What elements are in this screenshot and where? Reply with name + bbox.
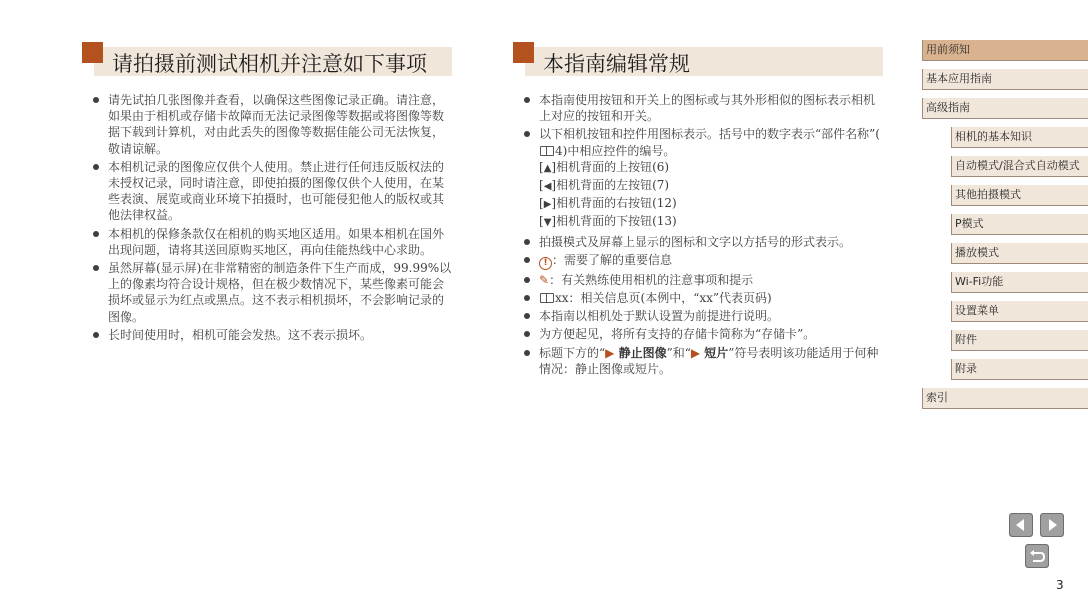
nav-item-index[interactable]: 索引 (922, 388, 1088, 409)
nav-item-auto-mode[interactable]: 自动模式/混合式自动模式 (951, 156, 1088, 177)
list-item: 虽然屏幕(显示屏)在非常精密的制造条件下生产而成，99.99%以上的像素均符合设计规格，但在极少数情况下，某些像素可能会损坏或显示为红点或黑点。这不表示相机损坏，不会影响记录的图像。 (82, 260, 452, 325)
nav-item-wifi[interactable]: Wi-Fi功能 (951, 272, 1088, 293)
nav-item-appendix[interactable]: 附录 (951, 359, 1088, 380)
nav-item-playback[interactable]: 播放模式 (951, 243, 1088, 264)
list-item: 标题下方的“▶ 静止图像”和“▶ 短片”符号表明该功能适用于何种情况：静止图像或短片。 (513, 345, 883, 377)
nav-item-accessories[interactable]: 附件 (951, 330, 1088, 351)
precautions-list (82, 92, 452, 343)
nav-item-basic-guide[interactable]: 基本应用指南 (922, 69, 1088, 90)
pencil-icon: ✎ (539, 272, 550, 287)
right-button-icon: ▶ (543, 199, 552, 211)
list-item: xx：相关信息页(本例中，“xx”代表页码) (513, 290, 883, 306)
nav-item-other-modes[interactable]: 其他拍摄模式 (951, 185, 1088, 206)
nav-item-advanced-guide[interactable]: 高级指南 (922, 98, 1088, 119)
section-heading-conventions (513, 42, 883, 76)
important-icon: ! (539, 257, 552, 270)
section-title: 本指南编辑常规 (543, 52, 690, 76)
section-title: 请拍摄前测试相机并注意如下事项 (112, 52, 427, 76)
conventions-list (513, 92, 883, 377)
button-line: [◀]相机背面的左按钮(7) (539, 178, 670, 193)
return-icon (1025, 544, 1049, 568)
nav-item-before-use[interactable]: 用前须知 (922, 40, 1088, 61)
list-item: 本指南使用按钮和开关上的图标或与其外形相似的图标表示相机上对应的按钮和开关。 (513, 92, 883, 124)
heading-marker (513, 42, 534, 63)
movie-badge: ▶ 短片 (690, 345, 729, 360)
book-icon (540, 146, 554, 156)
next-page-button[interactable] (1040, 513, 1064, 537)
book-icon (540, 293, 554, 303)
list-item: ! ：需要了解的重要信息 (513, 252, 883, 270)
up-button-icon: ▲ (543, 162, 552, 174)
middle-column (513, 42, 883, 379)
nav-item-p-mode[interactable]: P模式 (951, 214, 1088, 235)
button-line: [▶]相机背面的右按钮(12) (539, 196, 677, 211)
return-button[interactable] (1025, 544, 1049, 568)
button-line: [▲]相机背面的上按钮(6) (539, 159, 670, 174)
left-column (82, 42, 452, 345)
nav-item-setup-menu[interactable]: 设置菜单 (951, 301, 1088, 322)
still-image-badge: ▶ 静止图像 (605, 345, 667, 360)
list-item: 为方便起见，将所有支持的存储卡简称为“存储卡”。 (513, 326, 883, 342)
nav-item-camera-basics[interactable]: 相机的基本知识 (951, 127, 1088, 148)
down-button-icon: ▼ (543, 217, 552, 229)
button-line: [▼]相机背面的下按钮(13) (539, 214, 677, 229)
list-item: 长时间使用时，相机可能会发热。这不表示损坏。 (82, 327, 452, 343)
heading-marker (82, 42, 103, 63)
right-arrow-icon (1040, 513, 1064, 537)
play-triangle-icon: ▶ (605, 345, 615, 360)
list-item: 拍摄模式及屏幕上显示的图标和文字以方括号的形式表示。 (513, 234, 883, 250)
left-button-icon: ◀ (543, 181, 552, 193)
list-item: 本相机记录的图像应仅供个人使用。禁止进行任何违反版权法的未授权记录，同时请注意，即使拍摄的图像仅供个人使用，在某些表演、展览或商业环境下拍摄时，也可能侵犯他人的版权或其他法律权益。 (82, 159, 452, 224)
list-item: 本相机的保修条款仅在相机的购买地区适用。如果本相机在国外出现问题，请将其送回原购买地区，再向佳能热线中心求助。 (82, 226, 452, 258)
page-number: 3 (1056, 578, 1064, 592)
section-heading-precautions (82, 42, 452, 76)
list-item: 以下相机按钮和控件用图标表示。括号中的数字表示“部件名称”(4)中相应控件的编号。 [▲]相机背面的上按钮(6) [◀]相机背面的左按钮(7) [▶]相机背面的右按钮(12) [▼]相机背面的下按钮(13) (513, 126, 883, 231)
left-arrow-icon (1009, 513, 1033, 537)
list-item: ✎：有关熟练使用相机的注意事项和提示 (513, 272, 883, 288)
list-item: 请先试拍几张图像并查看，以确保这些图像记录正确。请注意，如果由于相机或存储卡故障而无法记录图像等数据或将图像等数据下载到计算机，对由此丢失的图像等数据佳能公司无法恢复，敬请谅解。 (82, 92, 452, 157)
play-triangle-icon: ▶ (690, 345, 701, 360)
list-item: 本指南以相机处于默认设置为前提进行说明。 (513, 308, 883, 324)
previous-page-button[interactable] (1009, 513, 1033, 537)
